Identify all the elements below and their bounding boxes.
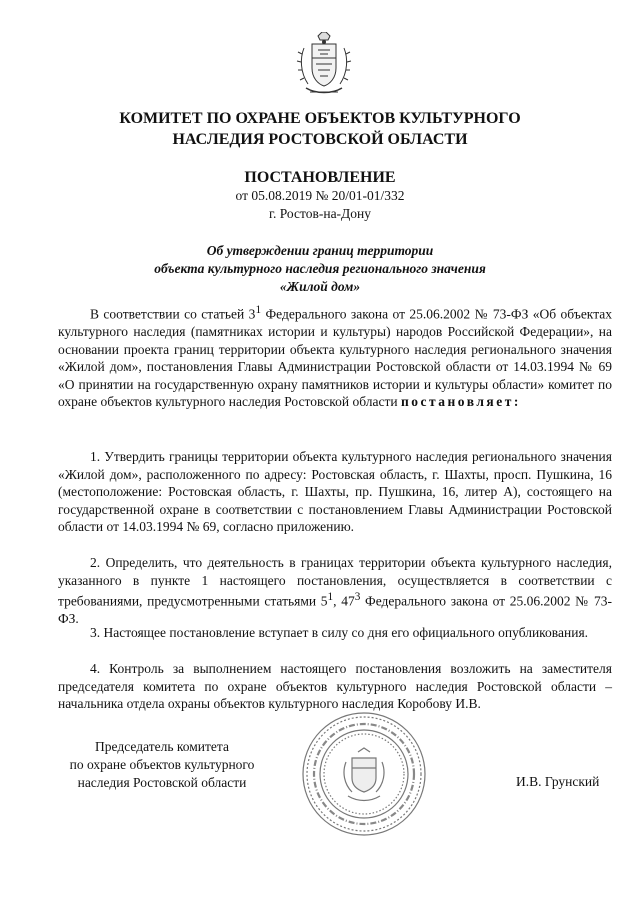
official-seal-icon [300,710,428,838]
preamble-text-1: В соответствии со статьей 3 [90,306,256,322]
coat-of-arms-icon [296,32,352,98]
preamble-paragraph [58,302,612,411]
item-2-sup-2: 3 [354,591,361,604]
document-type: ПОСТАНОВЛЕНИЕ [244,169,396,186]
item-2-text-3: Федерального закона от 25.06.2002 № 73-ФЗ. [58,593,612,627]
resolves-word: постановляет: [400,394,521,410]
preamble-text-2: Федерального закона от 25.06.2002 № 73-ФЗ «Об объектах культурного наследия (памятниках истории и культуры) народов Российской Федерации», на основании проекта границ территории объекта культурного наследия регионального значения «Жилой дом», постановления Главы Администрации Ростовской области от 14.03.1994 № 69 «О принятии на государственную охрану памятников истории и культуры области» комитет по охране объектов культурного наследия Ростовской области [58,306,612,410]
position-line-3: наследия Ростовской области [77,775,247,790]
item-2-paragraph [58,554,612,628]
preamble-sup-1: 1 [255,304,262,316]
signatory-name: И.В. Грунский [516,774,600,789]
organization-name [80,108,560,150]
title-line-3: «Жилой дом» [279,279,361,294]
item-2-text-1: 2. Определить, что деятельность в границах территории объекта культурного наследия, указанного в пункте 1 настоящего постановления, осуществляется в соответствии с требованиями, предусмотренными статьями 5 [58,555,612,609]
org-line-1: КОМИТЕТ ПО ОХРАНЕ ОБЪЕКТОВ КУЛЬТУРНОГО [119,110,521,127]
date-number: от 05.08.2019 № 20/01-01/332 [235,188,405,203]
signatory-position [52,738,272,792]
item-4-paragraph: 4. Контроль за выполнением настоящего постановления возложить на заместителя председателя комитета по охране объектов культурного наследия Ростовской области – начальника отдела охраны объектов культурного наследия Коробову И.В. [58,661,612,712]
item-2-text-2: , 47 [333,593,355,609]
title-line-1: Об утверждении границ территории [206,243,434,258]
title-line-2: объекта культурного наследия регионального значения [154,261,486,276]
document-title [80,242,560,296]
position-line-2: по охране объектов культурного [69,757,255,772]
position-line-1: Председатель комитета [95,739,229,754]
org-line-2: НАСЛЕДИЯ РОСТОВСКОЙ ОБЛАСТИ [172,131,468,148]
item-2-sup-1: 1 [327,591,334,604]
item-3-paragraph: 3. Настоящее постановление вступает в силу со дня его официального опубликования. [90,625,589,640]
item-1-paragraph: 1. Утвердить границы территории объекта культурного наследия регионального значения «Жилой дом», расположенного по адресу: Ростовская область, г. Шахты, просп. Пушкина, 16 (местоположение: Ростовская область, г. Шахты, пр. Пушкина, 16, литер А), состоящего на государственной охране в соответствии с постановлением Главы Администрации Ростовской области от 14.03.1994 № 69, согласно приложению. [58,449,612,535]
city: г. Ростов-на-Дону [268,206,371,221]
